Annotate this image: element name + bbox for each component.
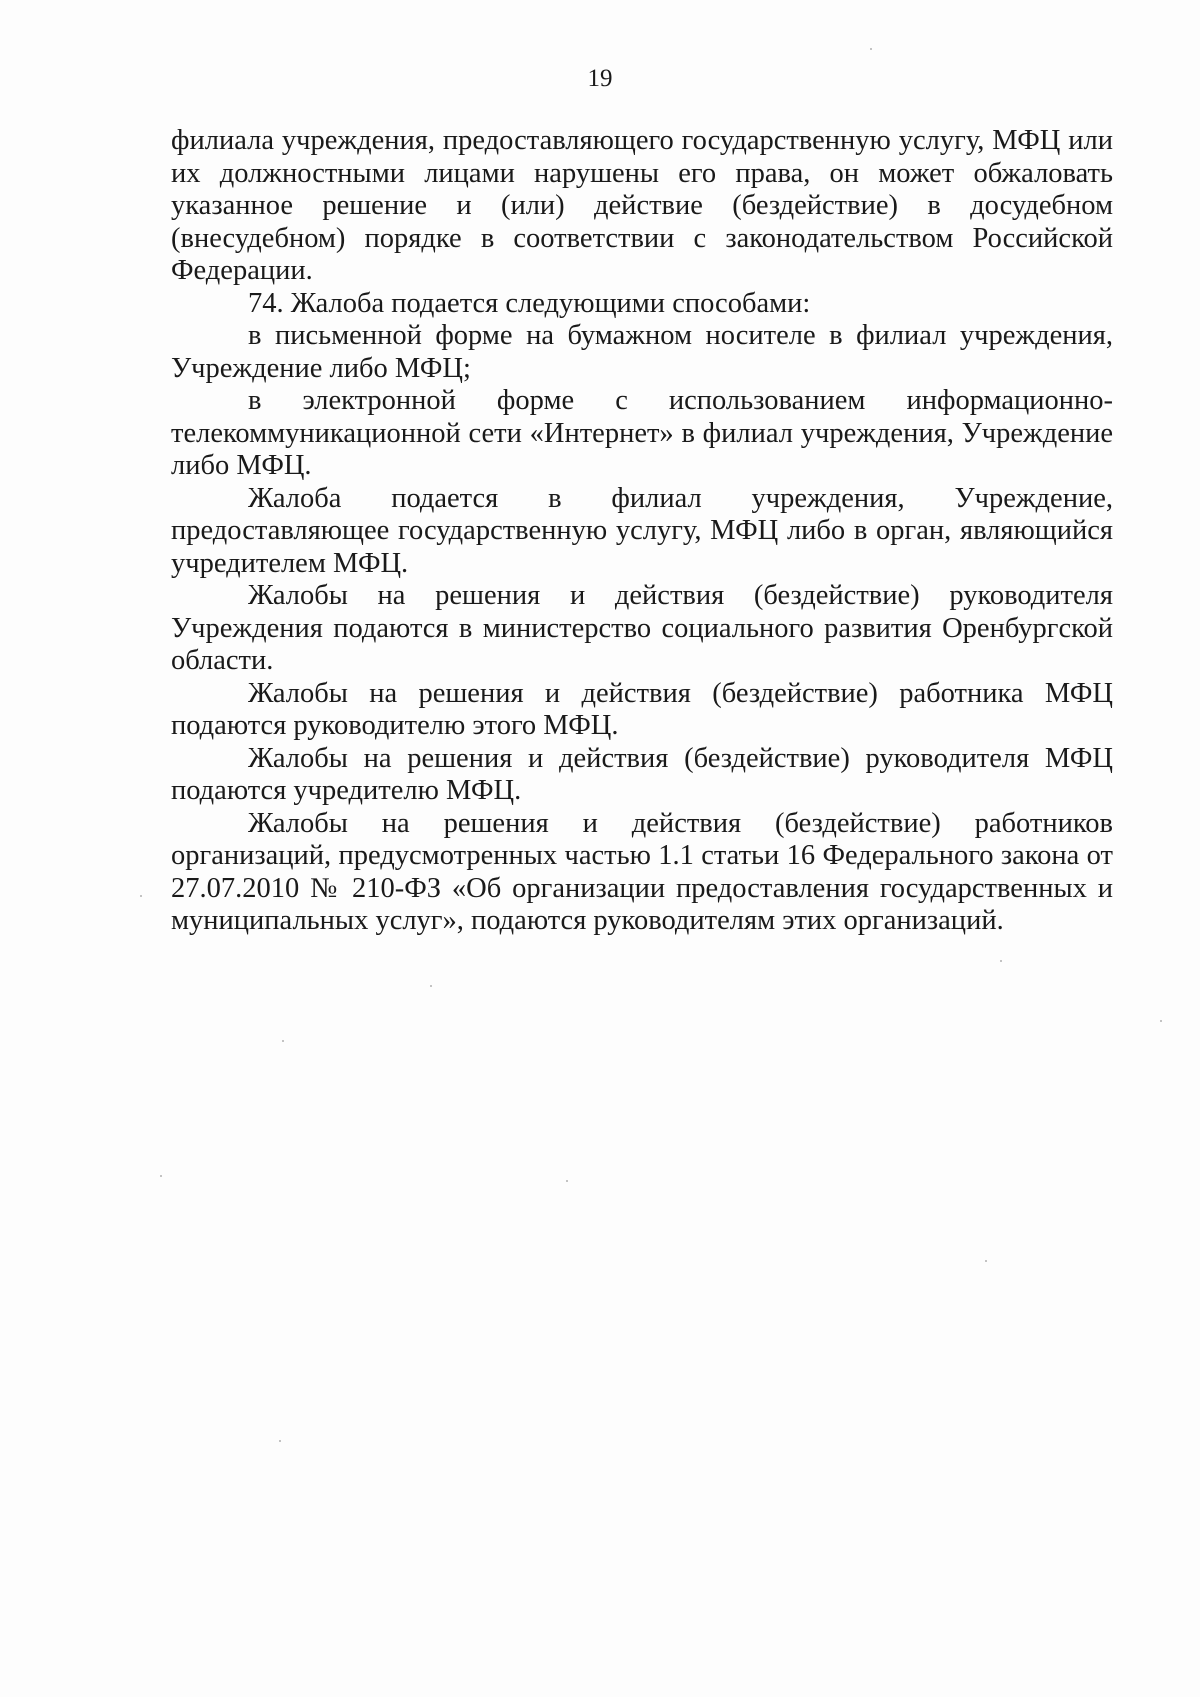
- paragraph-head-of-institution: Жалобы на решения и действия (бездействие) руководителя Учреждения подаются в министерство социального развития Оренбургской области.: [171, 580, 1113, 676]
- paragraph-mfc-employee: Жалобы на решения и действия (бездействие) работника МФЦ подаются руководителю этого МФЦ.: [171, 677, 1113, 741]
- paragraph-mfc-head: Жалобы на решения и действия (бездействие) руководителя МФЦ подаются учредителю МФЦ.: [171, 742, 1113, 806]
- scan-speck: [870, 48, 872, 50]
- paragraph-organizations: Жалобы на решения и действия (бездействие) работников организаций, предусмотренных частью 1.1 статьи 16 Федерального закона от 27.07.2010 № 210-ФЗ «Об организации предоставления государственных и муниципальных услуг», подаются руководителям этих организаций.: [171, 807, 1113, 936]
- scan-speck: [430, 985, 432, 987]
- scan-speck: [985, 1260, 987, 1262]
- scan-speck: [160, 1175, 162, 1177]
- body-text: [171, 125, 1113, 938]
- scan-speck: [566, 1180, 568, 1182]
- scan-speck: [282, 1040, 284, 1042]
- paragraph-electronic-form: в электронной форме с использованием информационно-телекоммуникационной сети «Интернет» в филиал учреждения, Учреждение либо МФЦ.: [171, 385, 1113, 481]
- paragraph-continuation: филиала учреждения, предоставляющего государственную услугу, МФЦ или их должностными лицами нарушены его права, он может обжаловать указанное решение и (или) действие (бездействие) в досудебном (внесудебном) порядке в соответствии с законодательством Российской Федерации.: [171, 125, 1113, 286]
- paragraph-paper-form: в письменной форме на бумажном носителе в филиал учреждения, Учреждение либо МФЦ;: [171, 320, 1113, 384]
- scan-speck: [279, 1440, 281, 1442]
- scan-speck: [1160, 1020, 1162, 1022]
- page-number: 19: [587, 65, 613, 92]
- scan-speck: [1000, 960, 1002, 962]
- paragraph-item-74: 74. Жалоба подается следующими способами:: [248, 287, 811, 319]
- paragraph-complaint-submission: Жалоба подается в филиал учреждения, Учреждение, предоставляющее государственную услугу, МФЦ либо в орган, являющийся учредителем МФЦ.: [171, 482, 1113, 579]
- scan-speck: [140, 895, 142, 897]
